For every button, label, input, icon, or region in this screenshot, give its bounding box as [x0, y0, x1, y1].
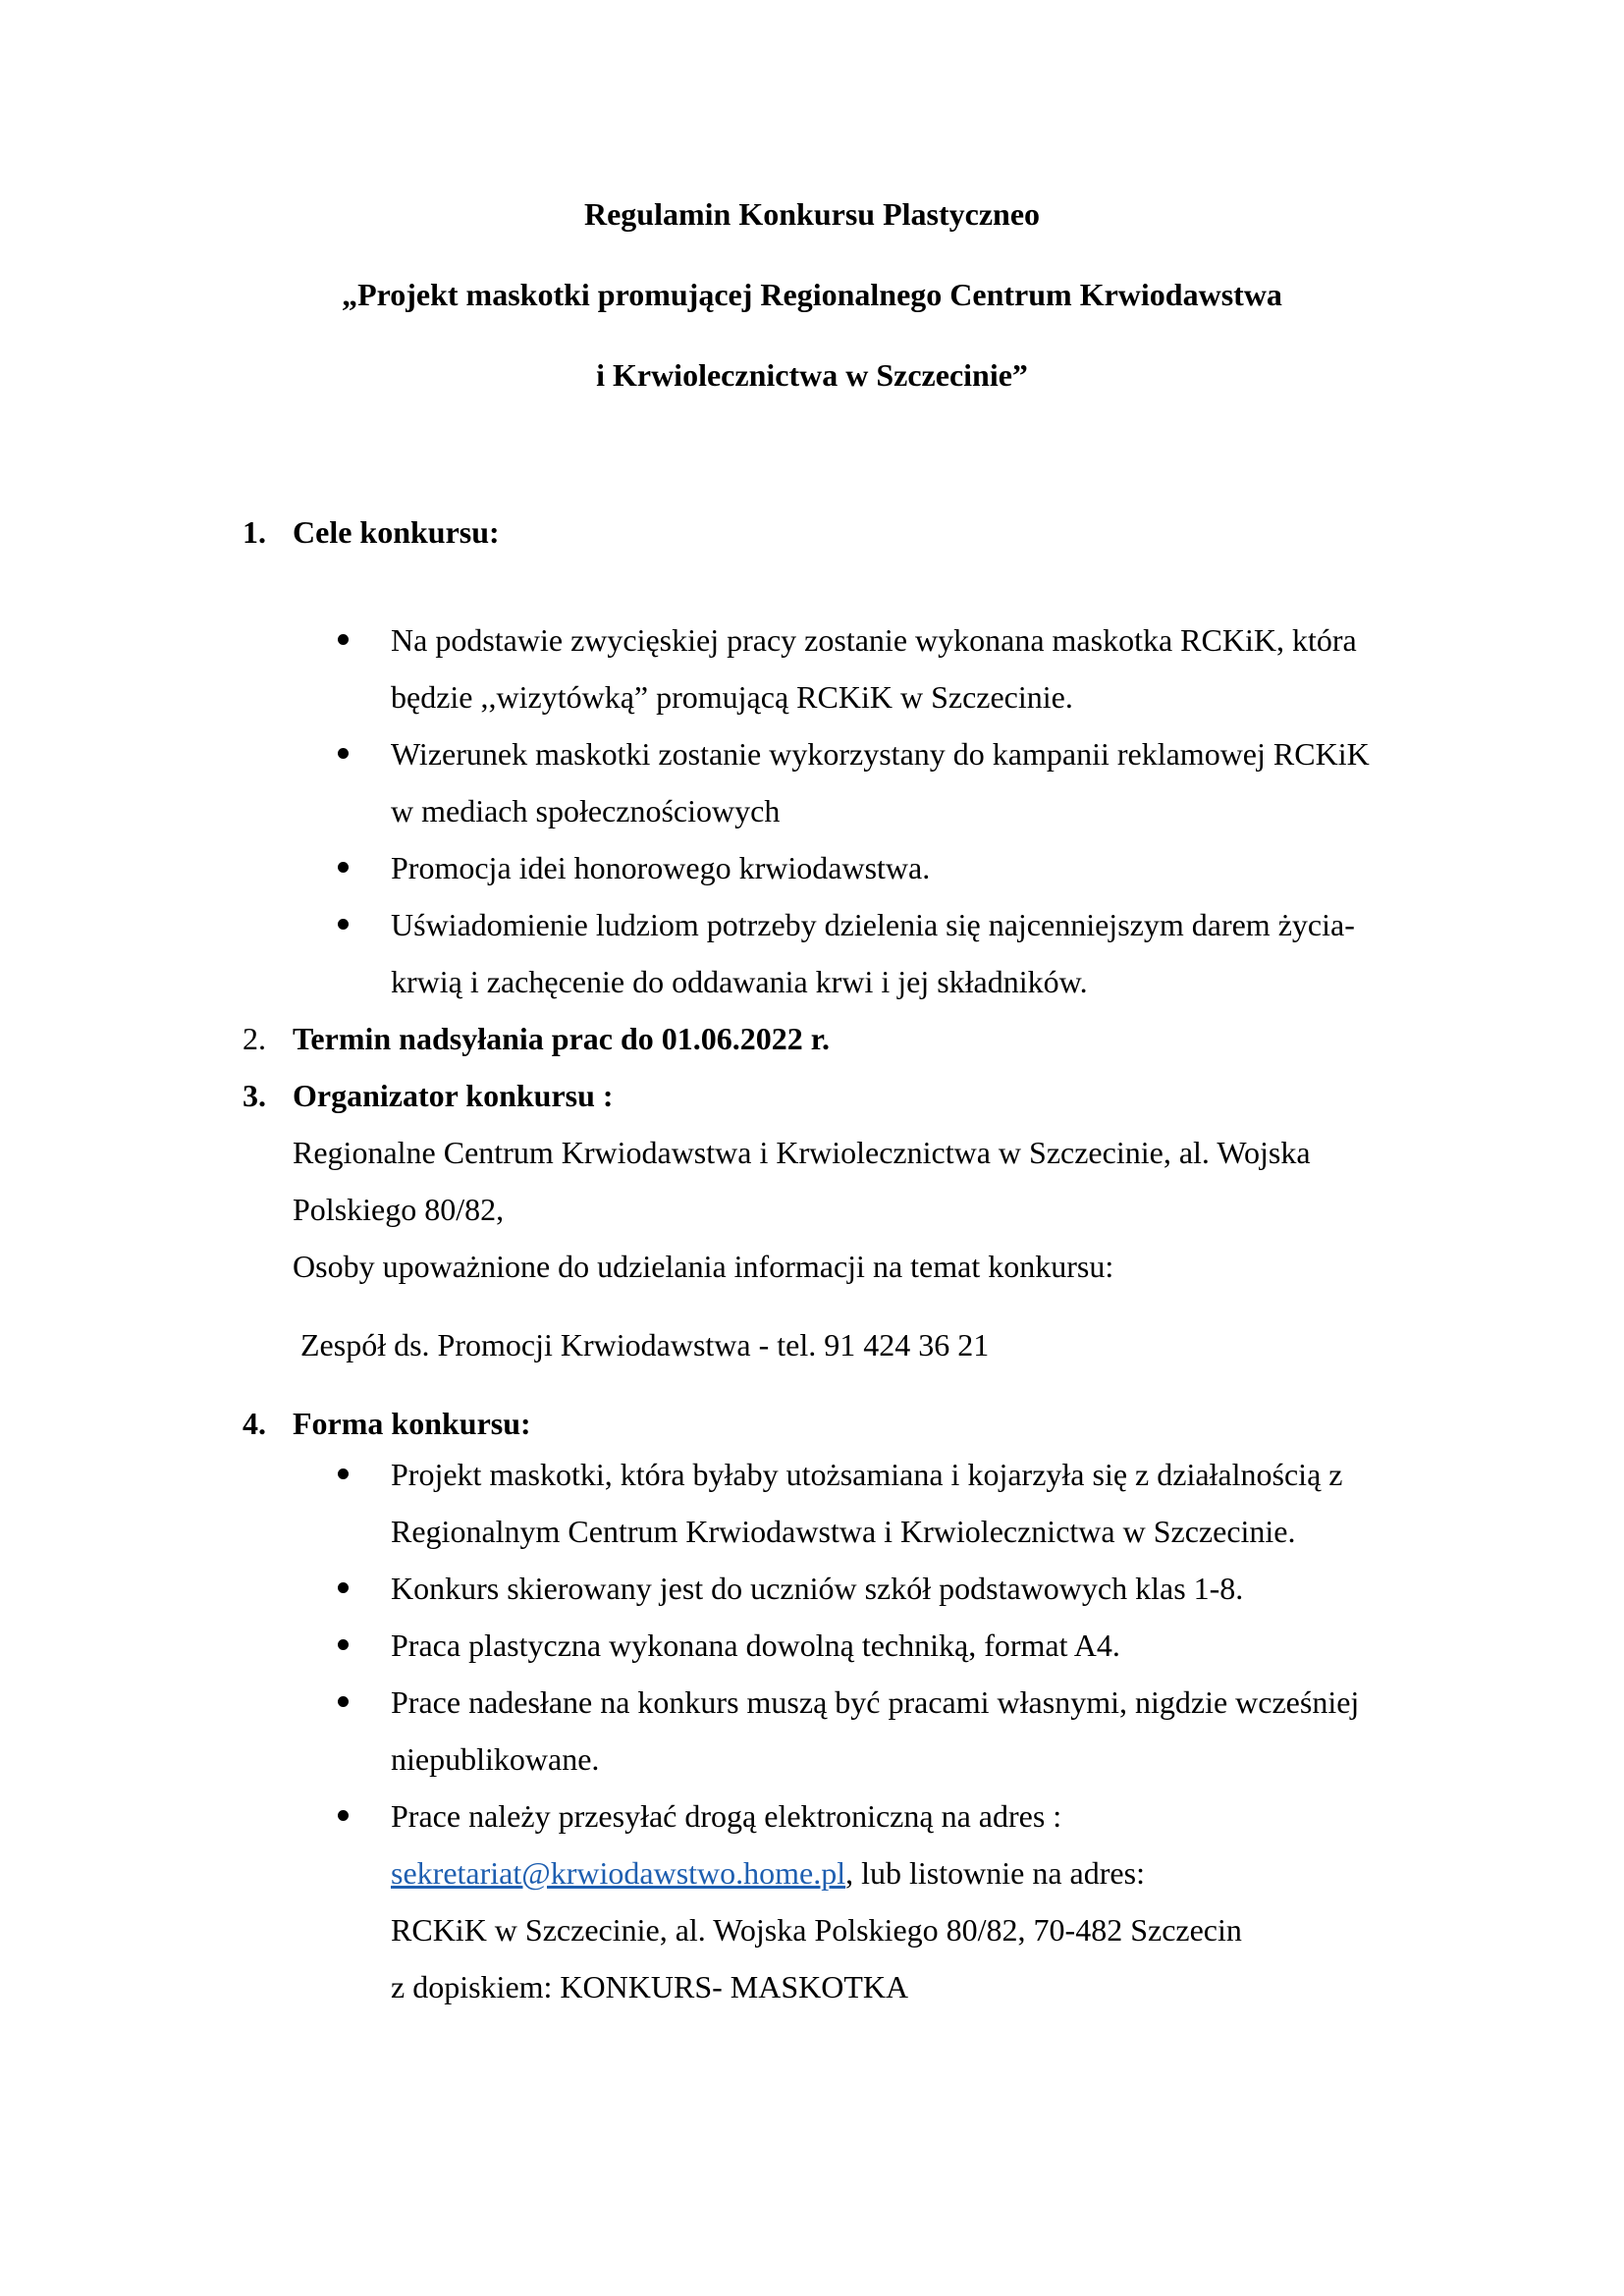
- bullet-icon: [338, 862, 349, 873]
- section-number: 2.: [243, 1021, 266, 1056]
- section-number: 1.: [243, 514, 266, 550]
- list-item-line: Konkurs skierowany jest do uczniów szkół podstawowych klas 1-8.: [391, 1571, 1244, 1606]
- list-item-line: Praca plastyczna wykonana dowolną techniką, format A4.: [391, 1628, 1120, 1663]
- postal-address: RCKiK w Szczecinie, al. Wojska Polskiego 80/82, 70-482 Szczecin: [391, 1912, 1242, 1948]
- contact-intro: Osoby upoważnione do udzielania informacji na temat konkursu:: [293, 1249, 1114, 1284]
- list-item-line: będzie ,,wizytówką” promującą RCKiK w Szczecinie.: [391, 679, 1073, 715]
- bullet-icon: [338, 1639, 349, 1650]
- list-item-line: Promocja idei honorowego krwiodawstwa.: [391, 850, 931, 885]
- email-trailing-text: , lub listownie na adres:: [845, 1855, 1145, 1891]
- list-item-line: Na podstawie zwycięskiej pracy zostanie wykonana maskotka RCKiK, która: [391, 622, 1357, 658]
- list-item-line: [391, 1844, 1145, 1901]
- list-item-line: Prace należy przesyłać drogą elektroniczną na adres :: [391, 1798, 1062, 1834]
- section-heading: Forma konkursu:: [293, 1406, 531, 1441]
- section-number: 4.: [243, 1406, 266, 1441]
- organizer-address-line: Polskiego 80/82,: [293, 1192, 505, 1227]
- section-heading: Organizator konkursu :: [293, 1078, 614, 1113]
- document-subtitle-line-2: i Krwiolecznictwa w Szczecinie”: [596, 357, 1028, 393]
- list-item-line: Regionalnym Centrum Krwiodawstwa i Krwiolecznictwa w Szczecinie.: [391, 1514, 1296, 1549]
- list-item-line: w mediach społecznościowych: [391, 793, 781, 828]
- bullet-icon: [338, 748, 349, 759]
- section-heading: Termin nadsyłania prac do 01.06.2022 r.: [293, 1021, 831, 1056]
- contact-info: Zespół ds. Promocji Krwiodawstwa - tel. 91 424 36 21: [300, 1327, 990, 1362]
- list-item-line: niepublikowane.: [391, 1741, 600, 1777]
- section-heading: Cele konkursu:: [293, 514, 500, 550]
- list-item-line: Projekt maskotki, która byłaby utożsamiana i kojarzyła się z działalnością z: [391, 1457, 1343, 1492]
- list-item-line: krwią i zachęcenie do oddawania krwi i jej składników.: [391, 964, 1088, 999]
- bullet-icon: [338, 1810, 349, 1821]
- document-subtitle-line-1: „Projekt maskotki promującej Regionalnego Centrum Krwiodawstwa: [342, 277, 1282, 312]
- bullet-icon: [338, 1468, 349, 1479]
- bullet-icon: [338, 919, 349, 930]
- bullet-icon: [338, 1696, 349, 1707]
- mail-annotation: z dopiskiem: KONKURS- MASKOTKA: [391, 1969, 909, 2004]
- bullet-icon: [338, 634, 349, 645]
- list-item-line: Prace nadesłane na konkurs muszą być pracami własnymi, nigdzie wcześniej: [391, 1684, 1360, 1720]
- email-link[interactable]: sekretariat@krwiodawstwo.home.pl: [391, 1855, 846, 1891]
- section-number: 3.: [243, 1078, 266, 1113]
- list-item-line: Wizerunek maskotki zostanie wykorzystany do kampanii reklamowej RCKiK: [391, 736, 1370, 772]
- organizer-address-line: Regionalne Centrum Krwiodawstwa i Krwiolecznictwa w Szczecinie, al. Wojska: [293, 1135, 1311, 1170]
- list-item-line: Uświadomienie ludziom potrzeby dzielenia się najcenniejszym darem życia-: [391, 907, 1355, 942]
- bullet-icon: [338, 1582, 349, 1593]
- document-title: Regulamin Konkursu Plastyczneo: [583, 196, 1041, 232]
